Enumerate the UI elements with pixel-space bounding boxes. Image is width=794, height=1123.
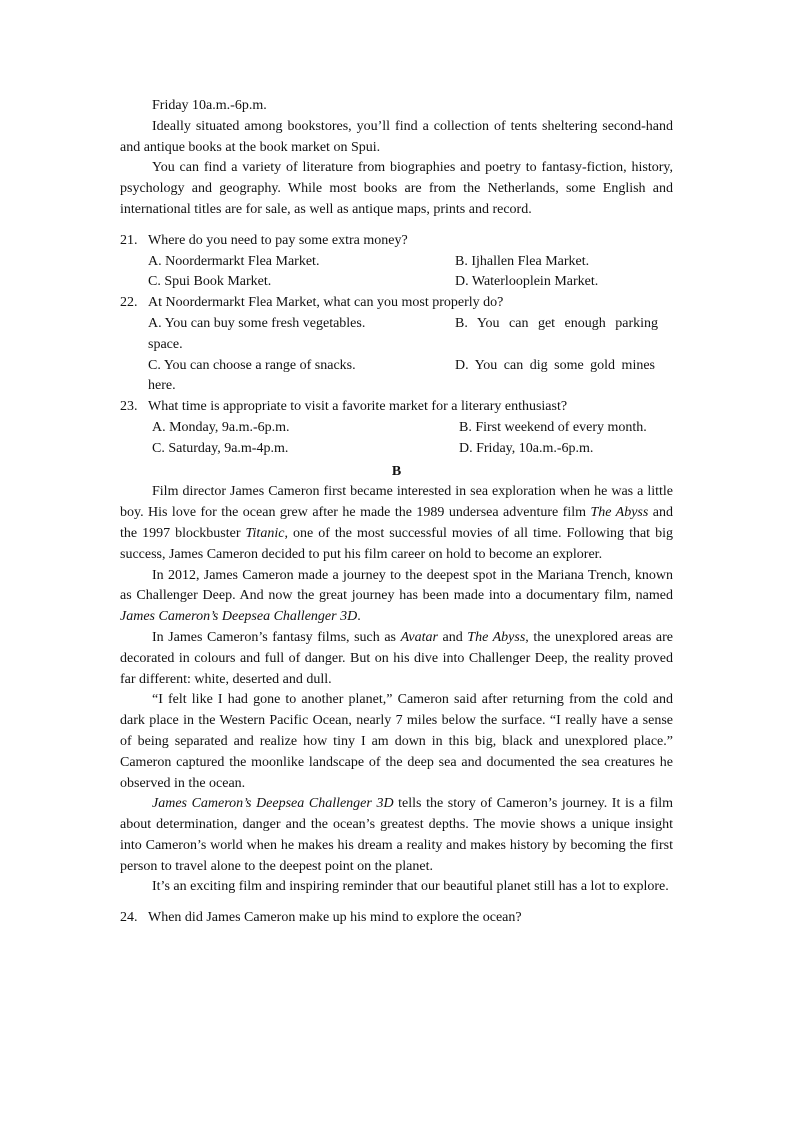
- question-24: [120, 908, 673, 929]
- paragraph: You can find a variety of literature from biographies and poetry to fantasy-fiction, history, psychology and geography. While most books are from the Netherlands, some English and international titles are for sale, as well as antique maps, prints and record.: [120, 160, 673, 217]
- question-text: Where do you need to pay some extra money?: [148, 232, 408, 248]
- film-title: Titanic: [245, 525, 285, 541]
- question-21: [120, 231, 673, 293]
- text: , one of the most successful movies of all time. Following that big success, James Cameron decided to put his film career on hold to become an explorer.: [120, 525, 673, 562]
- text: In 2012, James Cameron made a journey to the deepest spot in the Mariana Trench, known as Challenger Deep. And now the great journey has been made into a documentary film, named: [120, 567, 673, 604]
- option-b: B. First weekend of every month.: [459, 419, 647, 435]
- option-c: C. Saturday, 9a.m-4p.m.: [152, 440, 289, 456]
- option-d: D. Waterlooplein Market.: [455, 274, 599, 290]
- option-d: D. Friday, 10a.m.-6p.m.: [459, 440, 594, 456]
- text: In James Cameron’s fantasy films, such as: [152, 629, 401, 645]
- text: , the unexplored areas are decorated in colours and full of danger. But on his dive into Challenger Deep, the reality proved far different: white, deserted and dull.: [120, 629, 673, 687]
- text: and: [437, 629, 468, 645]
- question-number: 24.: [120, 910, 138, 926]
- paragraph: [120, 794, 673, 877]
- paragraph: [120, 628, 673, 690]
- paragraph: Ideally situated among bookstores, you’ll find a collection of tents sheltering second-hand and antique books at the book market on Spui.: [120, 118, 673, 155]
- option-b-continued: space.: [148, 336, 183, 352]
- option-d: D. You can dig some gold mines: [455, 357, 655, 373]
- option-b: B. You can get enough parking: [455, 315, 659, 331]
- option-c: C. You can choose a range of snacks.: [148, 357, 356, 373]
- option-a: A. You can buy some fresh vegetables.: [148, 315, 366, 331]
- question-text: What time is appropriate to visit a favorite market for a literary enthusiast?: [148, 399, 568, 415]
- option-d-continued: here.: [148, 378, 176, 394]
- paragraph: [120, 482, 673, 565]
- question-number: 22.: [120, 295, 138, 311]
- film-title: James Cameron’s Deepsea Challenger 3D: [120, 609, 358, 625]
- question-text: When did James Cameron make up his mind to explore the ocean?: [148, 910, 522, 926]
- text: and the 1997 blockbuster: [120, 505, 673, 541]
- section-heading: B: [391, 463, 402, 479]
- question-number: 21.: [120, 232, 138, 248]
- question-number: 23.: [120, 399, 138, 415]
- paragraph: [120, 566, 673, 628]
- option-a: A. Monday, 9a.m.-6p.m.: [152, 419, 290, 435]
- option-c: C. Spui Book Market.: [148, 274, 272, 290]
- text: tells the story of Cameron’s journey. It is a film about determination, danger and the ocean’s greatest depths. The movie shows a unique insight into Cameron’s world when he makes his dream a reality and makes history by becoming the first person to travel alone to the deepest point on the planet.: [120, 796, 674, 874]
- document-page: [120, 96, 673, 929]
- option-b: B. Ijhallen Flea Market.: [455, 253, 590, 269]
- text: Film director James Cameron first became interested in sea exploration when he was a little boy. His love for the ocean grew after he made the 1989 undersea adventure film: [120, 484, 673, 521]
- film-title: Avatar: [400, 629, 438, 645]
- question-23: [120, 397, 673, 459]
- question-22: [120, 293, 673, 397]
- film-title: The Abyss: [467, 629, 526, 645]
- option-a: A. Noordermarkt Flea Market.: [148, 253, 320, 269]
- schedule-line: Friday 10a.m.-6p.m.: [152, 98, 267, 113]
- question-text: At Noordermarkt Flea Market, what can you most properly do?: [148, 295, 504, 311]
- paragraph: It’s an exciting film and inspiring reminder that our beautiful planet still has a lot to explore.: [152, 879, 669, 895]
- film-title: The Abyss: [590, 505, 649, 521]
- film-title: James Cameron’s Deepsea Challenger 3D: [152, 796, 394, 812]
- paragraph: “I felt like I had gone to another planet,” Cameron said after returning from the cold and dark place in the Western Pacific Ocean, nearly 7 miles below the surface. “I really have a sense of being separated and realize how tiny I am down in this big, black and unexplored place.” Cameron captured the moonlike landscape of the deep sea and documented the sea creatures he observed in the ocean.: [120, 692, 673, 791]
- text: .: [357, 609, 361, 625]
